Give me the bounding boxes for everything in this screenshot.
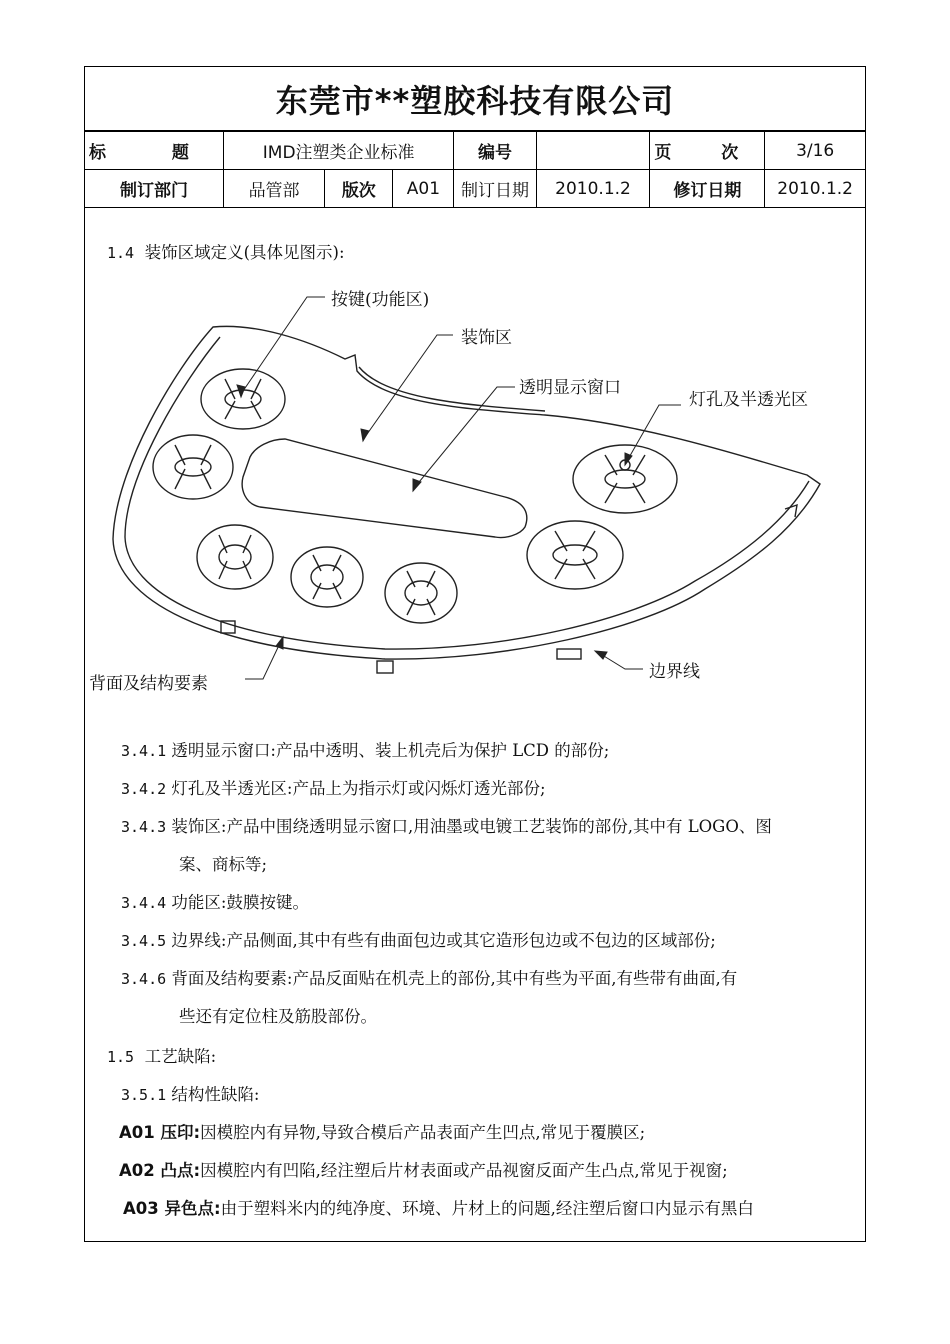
title-value: IMD注塑类企业标准 bbox=[223, 132, 453, 170]
item-3-4-1: 3.4.1 透明显示窗口:产品中透明、装上机壳后为保护 LCD 的部份; bbox=[121, 741, 610, 760]
defect-a02: A02 凸点:因模腔内有凹陷,经注塑后片材表面或产品视窗反面产生凸点,常见于视窗; bbox=[119, 1161, 728, 1180]
version-label: 版次 bbox=[325, 170, 393, 208]
item-3-4-4: 3.4.4 功能区:鼓膜按键。 bbox=[121, 893, 309, 912]
number-label: 编号 bbox=[454, 132, 536, 170]
revise-date-value: 2010.1.2 bbox=[765, 170, 865, 208]
label-button-area: 按键(功能区) bbox=[331, 290, 430, 310]
page-value: 3/16 bbox=[765, 132, 865, 170]
defect-a03: A03 异色点:由于塑料米内的纯净度、环境、片材上的问题,经注塑后窗口内显示有黑白 bbox=[123, 1199, 754, 1218]
section-1-5: 1.5 工艺缺陷: bbox=[107, 1047, 217, 1066]
item-3-4-3: 3.4.3 装饰区:产品中围绕透明显示窗口,用油墨或电镀工艺装饰的部份,其中有 LOGO、图 bbox=[121, 817, 772, 836]
dept-label: 制订部门 bbox=[85, 170, 223, 208]
revise-date-label: 修订日期 bbox=[650, 170, 765, 208]
issue-date-label: 制订日期 bbox=[454, 170, 536, 208]
dept-value: 品管部 bbox=[223, 170, 324, 208]
section-1-4: 1.4 装饰区域定义(具体见图示): bbox=[107, 243, 345, 262]
document-body bbox=[85, 209, 865, 1239]
item-3-4-5: 3.4.5 边界线:产品侧面,其中有些有曲面包边或其它造形包边或不包边的区域部份; bbox=[121, 931, 716, 950]
section-3-5-1: 3.5.1 结构性缺陷: bbox=[121, 1085, 260, 1104]
page-label: 页 次 bbox=[650, 132, 765, 170]
item-3-4-2: 3.4.2 灯孔及半透光区:产品上为指示灯或闪烁灯透光部份; bbox=[121, 779, 546, 798]
version-value: A01 bbox=[393, 170, 454, 208]
defect-a01: A01 压印:因模腔内有异物,导致合模后产品表面产生凹点,常见于覆膜区; bbox=[119, 1123, 646, 1142]
label-lamp-area: 灯孔及半透光区 bbox=[689, 390, 808, 410]
number-value bbox=[536, 132, 650, 170]
company-name: 东莞市**塑胶科技有限公司 bbox=[85, 67, 865, 131]
decor-area-diagram bbox=[85, 209, 865, 709]
label-display-window: 透明显示窗口 bbox=[519, 378, 621, 398]
button-group bbox=[153, 369, 677, 623]
title-label: 标 题 bbox=[85, 132, 223, 170]
header-table bbox=[85, 131, 865, 208]
label-decor-area: 装饰区 bbox=[461, 328, 512, 348]
item-3-4-6: 3.4.6 背面及结构要素:产品反面贴在机壳上的部份,其中有些为平面,有些带有曲面,有 bbox=[121, 969, 738, 988]
document-frame bbox=[84, 66, 866, 1242]
display-window bbox=[242, 439, 527, 538]
item-3-4-3-cont: 案、商标等; bbox=[179, 855, 268, 874]
issue-date-value: 2010.1.2 bbox=[536, 170, 650, 208]
panel-outline bbox=[113, 326, 820, 659]
item-3-4-6-cont: 些还有定位柱及筋股部份。 bbox=[179, 1007, 377, 1026]
label-edge-line: 边界线 bbox=[649, 662, 700, 682]
label-back-structure: 背面及结构要素 bbox=[89, 674, 208, 694]
